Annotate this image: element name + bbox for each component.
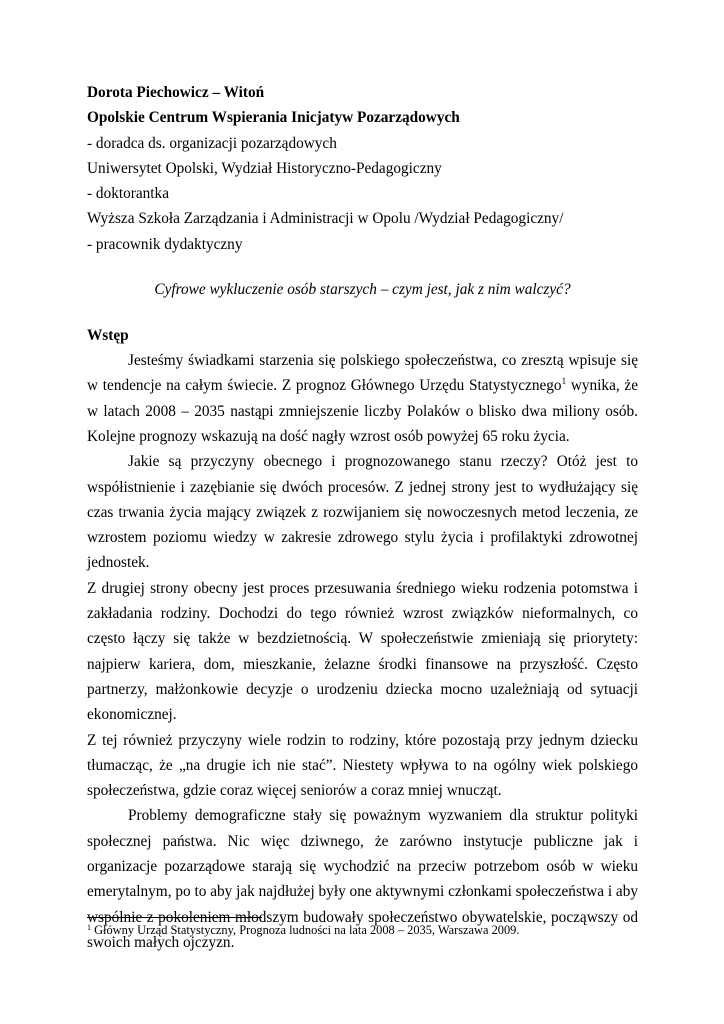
paragraph-1 [87, 348, 638, 449]
author-role-doctoral: - doktorantka [87, 185, 169, 203]
organization-name: Opolskie Centrum Wspierania Inicjatyw Pozarządowych [87, 109, 460, 127]
paragraph-4: Z tej również przyczyny wiele rodzin to rodziny, które pozostają przy jednym dziecku tłumacząc, że „na drugie ich nie stać”. Niestety wpływa to na ogólny wiek polskiego społeczeństwa, gdzie coraz więcej seniorów a coraz mniej wnucząt. [87, 731, 638, 800]
author-name: Dorota Piechowicz – Witoń [87, 84, 265, 101]
paragraph-1-part-a: Jesteśmy świadkami starzenia się polskiego społeczeństwa, co zresztą wpisuje się w tendencje na całym świecie. Z prognoz Głównego Urzędu Statystycznego [87, 352, 638, 395]
document-page [87, 80, 638, 955]
document-title: Cyfrowe wykluczenie osób starszych – czym jest, jak z nim walczyć? [154, 281, 571, 299]
footnote [87, 922, 519, 938]
author-role-lecturer: - pracownik dydaktyczny [87, 235, 243, 253]
paragraph-1-part-b: wynika, że w latach 2008 – 2035 nastąpi zmniejszenie liczby Polaków o blisko dwa miliony osób. Kolejne prognozy wskazują na dość nagły wzrost osób powyżej 65 roku życia. [87, 377, 638, 445]
section-heading: Wstęp [87, 327, 129, 345]
university-name: Uniwersytet Opolski, Wydział Historyczno-Pedagogiczny [87, 159, 442, 177]
footnote-text: Główny Urząd Statystyczny, Prognoza ludności na lata 2008 – 2035, Warszawa 2009. [91, 923, 520, 937]
paragraph-5: Problemy demograficzne stały się poważnym wyzwaniem dla struktur polityki społecznej państwa. Nic więc dziwnego, że zarówno instytucje publiczne jak i organizacje pozarządowe starają się wychodzić na przeciw potrzebom osób w wieku emerytalnym, po to aby jak najdłużej były one aktywnymi członkami społeczeństwa i aby wspólnie z pokoleniem młodszym budowały społeczeństwo obywatelskie, począwszy od swoich małych ojczyzn. [87, 807, 638, 951]
footnote-separator [87, 917, 262, 918]
paragraph-3: Z drugiej strony obecny jest proces przesuwania średniego wieku rodzenia potomstwa i zakładania rodziny. Dochodzi do tego również wzrost związków nieformalnych, co często łączy się także w bezdzietnością. W społeczeństwie zmieniają się priorytety: najpierw kariera, dom, mieszkanie, żelazne środki finansowe na przyszłość. Często partnerzy, małżonkowie decyzje o urodzeniu dziecka mocno uzależniają od sytuacji ekonomicznej. [87, 579, 638, 724]
paragraph-2: Jakie są przyczyny obecnego i prognozowanego stanu rzeczy? Otóż jest to współistnienie i zazębianie się dwóch procesów. Z jednej strony jest to wydłużający się czas trwania życia mający związek z rozwijaniem się nowoczesnych metod leczenia, ze wzrostem poziomu wiedzy w zakresie zdrowego stylu życia i profilaktyki zdrowotnej jednostek. [87, 453, 638, 572]
footnote-marker: 1 [87, 923, 91, 932]
school-name: Wyższa Szkoła Zarządzania i Administracji w Opolu /Wydział Pedagogiczny/ [87, 210, 564, 228]
author-role-advisor: - doradca ds. organizacji pozarządowych [87, 134, 337, 152]
footnote-reference: 1 [561, 376, 567, 387]
